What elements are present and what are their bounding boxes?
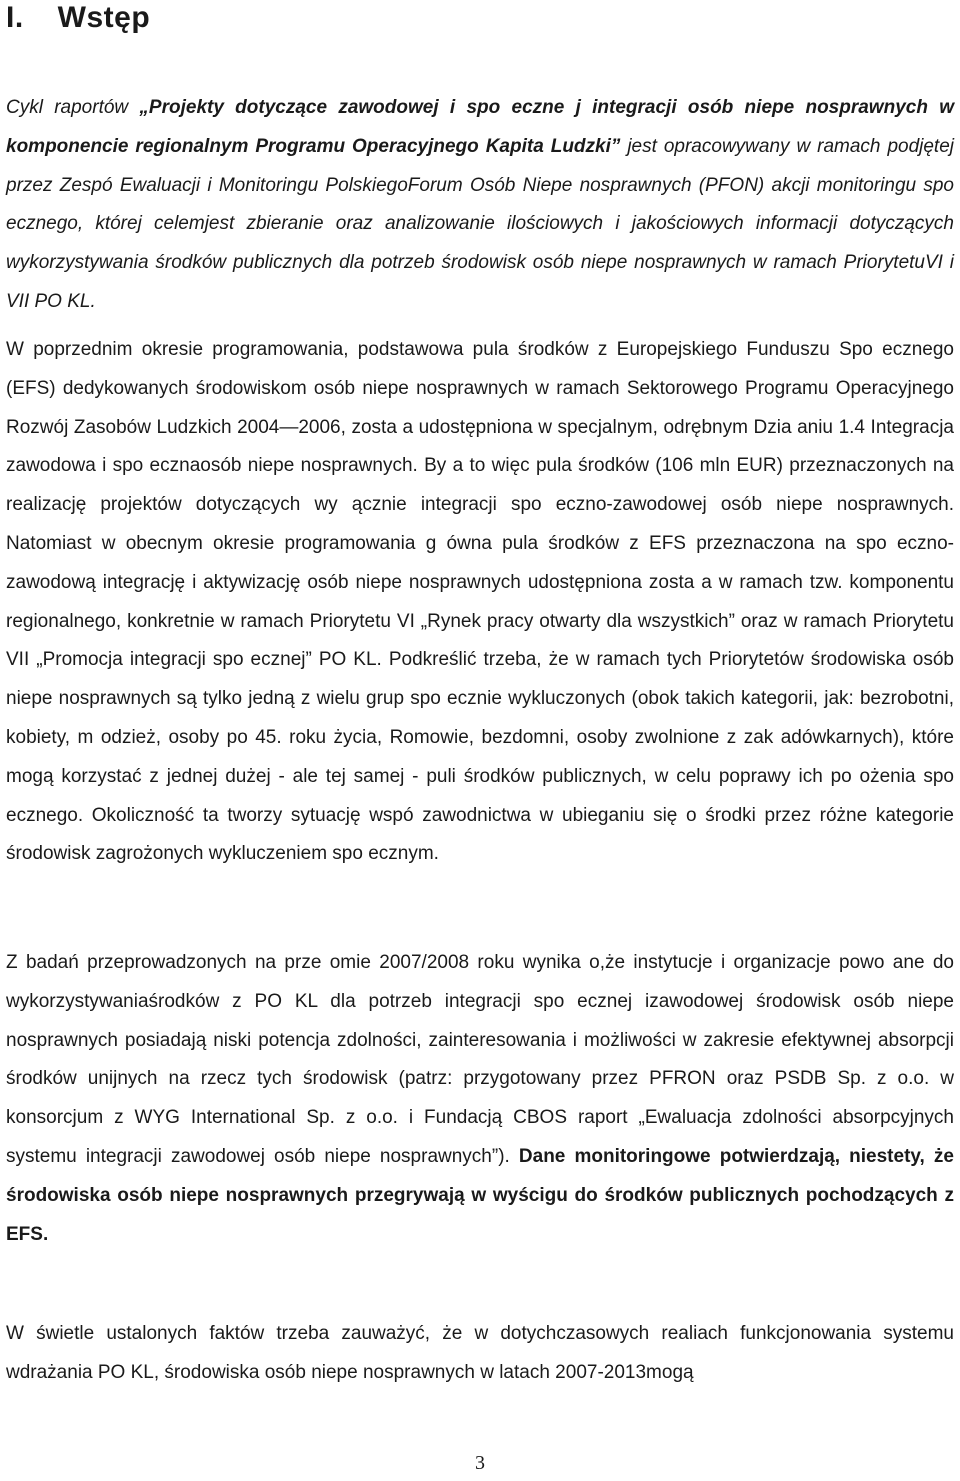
- closing-paragraph: W świetle ustalonych faktów trzeba zauważyć, że w dotychczasowych realiach funkcjonowania systemu wdrażania PO KL, środowiska osób niepe nosprawnych w latach 2007-2013mogą: [6, 1323, 954, 1383]
- intro-lead: Cykl raportów: [6, 97, 140, 118]
- programming-period-paragraph: W poprzednim okresie programowania, podstawowa pula środków z Europejskiego Funduszu Spo ecznego (EFS) dedykowanych środowiskom osób niepe nosprawnych w ramach Sektorowego Programu Operacyjnego Rozwój Zasobów Ludzkich 2004—2006, zosta a udostępniona w specjalnym, odrębnym Dzia aniu 1.4 Integracja zawodowa i spo ecznaosób niepe nosprawnych. By a to więc pula środków (106 mln EUR) przeznaczonych na realizację projektów dotyczących wy ącznie integracji spo eczno-zawodowej osób niepe nosprawnych. Natomiast w obecnym okresie programowania g ówna pula środków z EFS przeznaczona na spo eczno-zawodową integrację i aktywizację osób niepe nosprawnych udostępniona zosta a w ramach tzw. komponentu regionalnego, konkretnie w ramach Priorytetu VI „Rynek pracy otwarty dla wszystkich” oraz w ramach Priorytetu VII „Promocja integracji spo ecznej” PO KL. Podkreślić trzeba, że w ramach tych Priorytetów środowiska osób niepe nosprawnych są tylko jedną z wielu grup spo ecznie wykluczonych (obok takich kategorii, jak: bezrobotni, kobiety, m odzież, osoby po 45. roku życia, Romowie, bezdomni, osoby zwolnione z zak adówkarnych), które mogą korzystać z jednej dużej - ale tej samej - puli środków publicznych, w celu poprawy ich po ożenia spo ecznego. Okoliczność ta tworzy sytuację wspó zawodnictwa w ubieganiu się o środki przez różne kategorie środowisk zagrożonych wykluczeniem spo ecznym.: [6, 339, 954, 865]
- intro-paragraph: [6, 89, 954, 322]
- monitoring-conclusion: Dane monitoringowe potwierdzają, niestety, że środowiska osób niepe nosprawnych przegrywają w wyścigu do środków publicznych pochodzących z EFS.: [6, 1145, 954, 1245]
- section-title: Wstęp: [57, 1, 151, 34]
- page-number: 3: [475, 1452, 485, 1474]
- research-findings-paragraph: [6, 944, 954, 1254]
- research-findings-text: Z badań przeprowadzonych na prze omie 2007/2008 roku wynika o,że instytucje i organizacje powo ane do wykorzystywaniaśrodków z PO KL dla potrzeb integracji spo ecznej izawodowej środowisk osób niepe nosprawnych posiadają niski potencja zdolności, zainteresowania i możliwości w zakresie efektywnej absorpcji środków unijnych na rzecz tych środowisk (patrz: przygotowany przez PFRON oraz PSDB Sp. z o.o. w konsorcjum z WYG International Sp. z o.o. i Fundacją CBOS raport „Ewaluacja zdolności absorpcyjnych systemu integracji zawodowej osób niepe nosprawnych”).: [6, 952, 954, 1167]
- section-heading: [6, 0, 150, 36]
- section-number: I.: [6, 1, 24, 34]
- intro-rest: jest opracowywany w ramach podjętej przez Zespó Ewaluacji i Monitoringu PolskiegoForum Osób Niepe nosprawnych (PFON) akcji monitoringu spo ecznego, której celemjest zbieranie oraz analizowanie ilościowych i jakościowych informacji dotyczących wykorzystywania środków publicznych dla potrzeb środowisk osób niepe nosprawnych w ramach PriorytetuVI i VII PO KL.: [6, 135, 954, 312]
- report-series-title: „Projekty dotyczące zawodowej i spo eczne j integracji osób niepe nosprawnych w komponencie regionalnym Programu Operacyjnego Kapita Ludzki”: [6, 97, 954, 157]
